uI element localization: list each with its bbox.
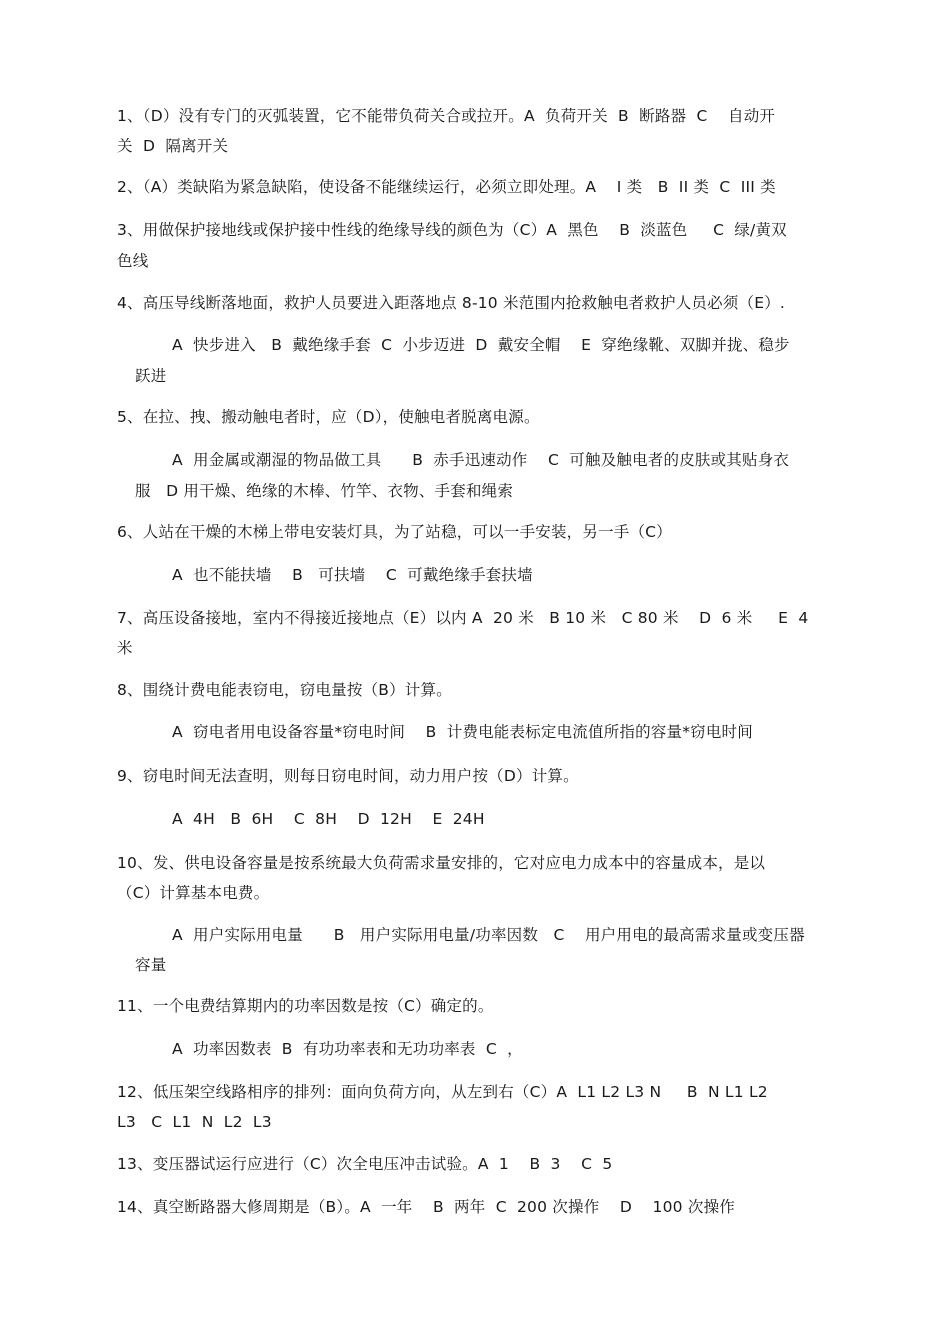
question-2-line-1: 2、（A）类缺陷为紧急缺陷，使设备不能继续运行，必须立即处理。A I 类 B II 类 C III 类 xyxy=(117,178,776,196)
question-9-options: A 4H B 6H C 8H D 12H E 24H xyxy=(172,810,485,828)
question-1-line-2: 关 D 隔离开关 xyxy=(117,137,229,155)
question-7-line-1: 7、高压设备接地，室内不得接近接地点（E）以内 A 20 米 B 10 米 C 80 米 D 6 米 E 4 xyxy=(117,609,809,627)
question-13-line-1: 13、变压器试运行应进行（C）次全电压冲击试验。A 1 B 3 C 5 xyxy=(117,1155,613,1173)
question-10-options-1: A 用户实际用电量 B 用户实际用电量/功率因数 C 用户用电的最高需求量或变压器 xyxy=(172,926,805,944)
question-1-line-1: 1、（D）没有专门的灭弧装置，它不能带负荷关合或拉开。A 负荷开关 B 断路器 C 自动开 xyxy=(117,107,776,125)
question-12-line-1: 12、低压架空线路相序的排列：面向负荷方向，从左到右（C）A L1 L2 L3 N B N L1 L2 xyxy=(117,1083,768,1101)
question-12-line-2: L3 C L1 N L2 L3 xyxy=(117,1113,272,1131)
question-4-options-1: A 快步进入 B 戴绝缘手套 C 小步迈进 D 戴安全帽 E 穿绝缘靴、双脚并拢、稳步 xyxy=(172,336,790,354)
question-11-line-1: 11、一个电费结算期内的功率因数是按（C）确定的。 xyxy=(117,997,494,1015)
question-7-line-2: 米 xyxy=(117,639,133,657)
question-9-line-1: 9、窃电时间无法查明，则每日窃电时间，动力用户按（D）计算。 xyxy=(117,767,579,785)
question-10-options-2: 容量 xyxy=(135,956,167,974)
question-11-options: A 功率因数表 B 有功功率表和无功功率表 C ， xyxy=(172,1040,523,1058)
question-5-options-2: 服 D 用干燥、绝缘的木棒、竹竿、衣物、手套和绳索 xyxy=(135,482,514,500)
question-10-line-1: 10、发、供电设备容量是按系统最大负荷需求量安排的，它对应电力成本中的容量成本，是以 xyxy=(117,854,766,872)
question-10-line-2: （C）计算基本电费。 xyxy=(117,884,270,902)
question-8-options: A 窃电者用电设备容量*窃电时间 B 计费电能表标定电流值所指的容量*窃电时间 xyxy=(172,723,753,741)
question-6-line-1: 6、人站在干燥的木梯上带电安装灯具，为了站稳，可以一手安装，另一手（C） xyxy=(117,523,672,541)
question-3-line-1: 3、用做保护接地线或保护接中性线的绝缘导线的颜色为（C）A 黑色 B 淡蓝色 C 绿/黄双 xyxy=(117,221,787,239)
question-5-options-1: A 用金属或潮湿的物品做工具 B 赤手迅速动作 C 可触及触电者的皮肤或其贴身衣 xyxy=(172,451,790,469)
question-4-line-1: 4、高压导线断落地面，救护人员要进入距落地点 8-10 米范围内抢救触电者救护人员必须（E）. xyxy=(117,294,786,312)
question-5-line-1: 5、在拉、拽、搬动触电者时，应（D），使触电者脱离电源。 xyxy=(117,408,540,426)
question-3-line-2: 色线 xyxy=(117,252,149,270)
question-6-options: A 也不能扶墙 B 可扶墙 C 可戴绝缘手套扶墙 xyxy=(172,566,533,584)
question-8-line-1: 8、围绕计费电能表窃电，窃电量按（B）计算。 xyxy=(117,681,452,699)
question-4-options-2: 跃进 xyxy=(135,367,167,385)
question-14-line-1: 14、真空断路器大修周期是（B）。A 一年 B 两年 C 200 次操作 D 100 次操作 xyxy=(117,1198,735,1216)
